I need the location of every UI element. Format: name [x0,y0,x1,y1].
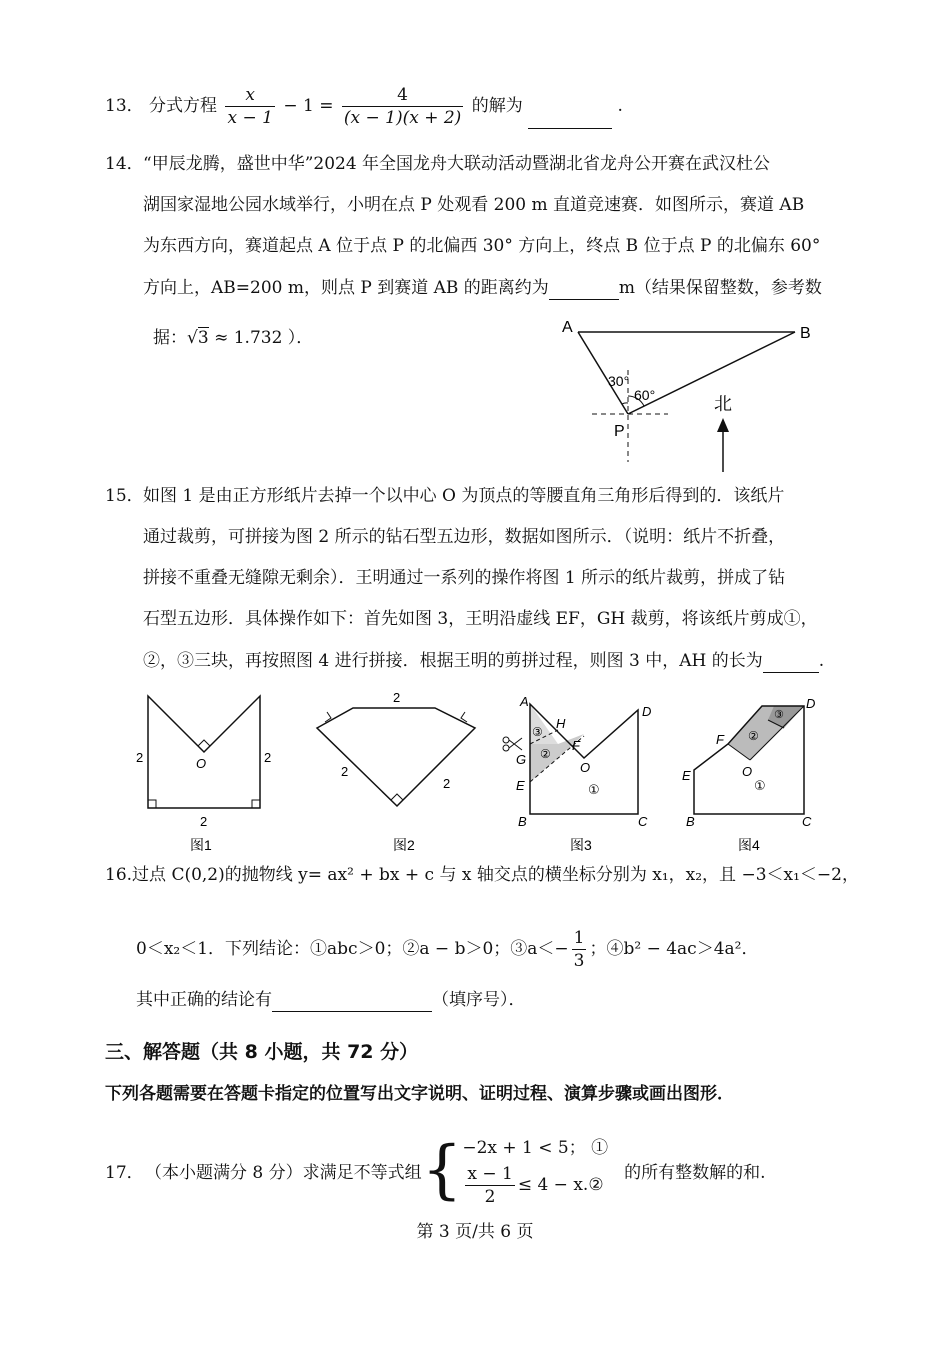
north-arrow-icon [717,418,729,432]
svg-text:②: ② [540,747,551,761]
svg-text:O: O [196,756,207,771]
q13-suffix: 的解为 [471,96,523,116]
svg-text:H: H [556,716,566,731]
svg-text:O: O [742,764,753,779]
q16-number: 16. [105,865,133,885]
q14-line1: 14．“甲辰龙腾，盛世中华”2024 年全国龙舟大联动活动暨湖北省龙舟公开赛在武汉杜公 [105,154,771,174]
svg-text:2: 2 [443,776,451,791]
q14-line5: 据：√3 ≈ 1.732 ）． [153,328,314,348]
north-label: 北 [714,394,732,414]
label-a: A [562,319,573,336]
scissors-icon [503,737,522,751]
q16-answer-blank[interactable] [272,993,432,1012]
svg-text:2: 2 [264,750,272,765]
svg-text:2: 2 [200,814,208,829]
svg-text:2: 2 [136,750,144,765]
svg-text:③: ③ [532,725,543,739]
brace-icon: { [421,1133,463,1207]
q13-lhs-fraction: $\frac{x}{x - 1}$ [227,85,273,128]
q13-rhs-fraction: $\frac{4}{(x - 1)(x + 2)}$ [343,85,462,128]
label-b: B [800,325,811,342]
q13-lhs-rest: − 1 = [283,96,334,116]
q14-line2: 湖国家湿地公园水域举行，小明在点 P 处观看 200 m 直道竞速赛．如图所示，赛道 AB [143,195,805,215]
q15-fig2 [305,688,485,858]
q17-system: −2x + 1 < 5； ① $\frac{x - 1}{2}$ ≤ 4 − x.② [462,1137,609,1207]
q13-prefix: 分式方程 [149,96,218,116]
svg-text:C: C [638,814,648,829]
q13-line: 13． 分式方程 $\frac{x}{x - 1}$ − 1 = $\frac{4}{(x - 1)(x + 2)}$ 的解为 . [105,85,623,128]
q13-number: 13． [105,96,144,116]
section3-title: 三、解答题（共 8 小题，共 72 分） [105,1041,419,1063]
q15-line4: 石型五边形．具体操作如下：首先如图 3，王明沿虚线 EF，GH 裁剪，将该纸片剪成①， [143,609,818,629]
q16-line3: 其中正确的结论有 （填序号）． [136,990,526,1010]
svg-text:G: G [516,752,527,767]
q15-number: 15． [105,486,144,506]
angle-arc-30 [622,403,628,404]
q15-line3: 拼接不重叠无缝隙无剩余）．王明通过一系列的操作将图 1 所示的纸片裁剪，拼成了钻 [143,568,786,588]
q15-fig3 [498,692,668,858]
svg-text:2: 2 [341,764,349,779]
q17-line: 17． （本小题满分 8 分）求满足不等式组 { −2x + 1 < 5； ① $\frac{x - 1}{2}$ ≤ 4 − x.② 的所有整数解的和. [105,1133,766,1207]
q15-answer-blank[interactable] [763,654,819,673]
svg-text:F: F [572,738,580,753]
svg-text:B: B [686,814,695,829]
q15-line2: 通过裁剪，可拼接为图 2 所示的钻石型五边形，数据如图所示．（说明：纸片不折叠， [143,527,786,547]
fig4-caption: 图4 [738,837,760,853]
fig1-caption: 图1 [190,837,212,853]
q14-figure [550,312,840,480]
svg-text:O: O [580,760,591,775]
fig3-caption: 图3 [570,837,592,853]
q14-number: 14． [105,154,144,174]
section3-instruction: 下列各题需要在答题卡指定的位置写出文字说明、证明过程、演算步骤或画出图形． [105,1084,734,1104]
label-30: 30° [608,373,630,389]
svg-text:2: 2 [393,690,401,705]
svg-text:A: A [520,694,529,709]
q16-line1: 16.过点 C(0,2)的抛物线 y= ax² + bx + c 与 x 轴交点的横坐标分别为 x₁，x₂，且 −3＜x₁＜−2， [105,865,859,885]
fig2-caption: 图2 [393,837,415,853]
q15-fig4 [676,692,846,858]
sqrt-symbol: √ [187,328,198,348]
q15-fig1 [128,688,278,858]
q15-line1: 15．如图 1 是由正方形纸片去掉一个以中心 O 为顶点的等腰直角三角形后得到的．该纸片 [105,486,785,506]
svg-text:E: E [682,768,691,783]
svg-text:E: E [516,778,525,793]
svg-text:①: ① [754,778,766,793]
svg-text:②: ② [748,729,759,743]
svg-text:D: D [806,696,816,711]
page-footer: 第 3 页/共 6 页 [416,1222,534,1242]
q13-answer-blank[interactable] [528,110,612,129]
svg-text:③: ③ [774,709,784,721]
label-60: 60° [634,387,656,403]
svg-text:①: ① [588,782,600,797]
q15-line5: ②，③三块，再按照图 4 进行拼接．根据王明的剪拼过程，则图 3 中，AH 的长为 . [143,651,825,671]
svg-text:C: C [802,814,812,829]
q14-line3: 为东西方向，赛道起点 A 位于点 P 的北偏西 30° 方向上，终点 B 位于点 P 的北偏东 60° [143,236,821,256]
q14-answer-blank[interactable] [549,281,619,300]
q14-line4: 方向上，AB=200 m，则点 P 到赛道 AB 的距离约为 m（结果保留整数，参考数 [143,278,822,298]
q17-number: 17． [105,1162,144,1183]
svg-text:D: D [642,704,652,719]
svg-text:F: F [716,732,724,747]
label-p: P [614,423,625,440]
svg-text:B: B [518,814,527,829]
q16-line2: 0＜x₂＜1．下列结论：①abc＞0；②a − b＞0；③a＜− $\frac{1}{3}$ ；④b² − 4ac＞4a²． [136,928,759,971]
